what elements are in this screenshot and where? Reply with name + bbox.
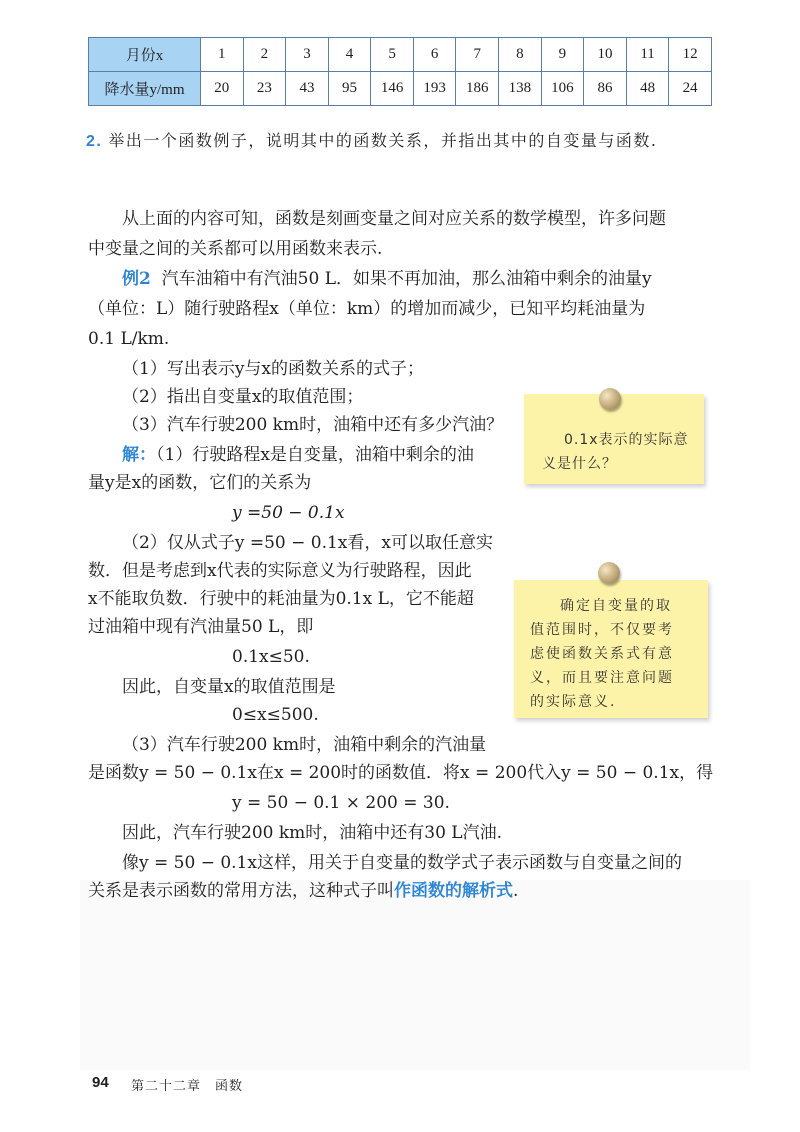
rainfall-table [88,37,712,106]
formula-2: 0.1x≤50. [232,647,310,667]
table-cell: 146 [371,72,414,106]
table-cell: 10 [584,38,627,72]
note-2-line-5: 的实际意义. [530,694,617,710]
solution-p3-line-3: 因此，汽车行驶200 km时，油箱中还有30 L汽油. [122,823,503,843]
table-cell: 186 [456,72,499,106]
table-row-rainfall [89,72,712,106]
solution-line-2: 量y是x的函数，它们的关系为 [88,473,312,493]
question-2: （2）指出自变量x的取值范围； [122,387,364,407]
table-cell: 5 [371,38,414,72]
conclusion-prefix: 关系是表示函数的常用方法，这种式子叫 [88,881,394,901]
page-shade [80,880,750,1070]
table-header-month: 月份x [89,38,201,72]
exercise-number: 2. [86,133,103,150]
table-cell: 12 [669,38,712,72]
example-line-2: （单位：L）随行驶路程x（单位：km）的增加而减少，已知平均耗油量为 [88,299,646,319]
conclusion-line-2 [88,880,518,902]
solution-p2-line-3: x不能取负数．行驶中的耗油量为0.1x L，它不能超 [88,589,474,609]
table-cell: 7 [456,38,499,72]
example-line-3: 0.1 L/km. [88,329,170,349]
note-2-line-3: 虑使函数关系式有意 [530,646,674,662]
analytic-expression-term: 作函数的解析式 [394,881,513,901]
question-3: （3）汽车行驶200 km时，油箱中还有多少汽油？ [122,415,504,435]
solution-p3-line-1: （3）汽车行驶200 km时，油箱中剩余的汽油量 [122,735,487,755]
table-cell: 95 [328,72,371,106]
table-cell: 193 [413,72,456,106]
table-cell: 43 [286,72,329,106]
solution-line-1 [122,444,474,466]
note-2-line-4: 义，而且要注意问题 [530,670,674,686]
conclusion-line-1: 像y = 50 − 0.1x这样，用关于自变量的数学式子表示函数与自变量之间的 [122,853,682,873]
table-row-months [89,38,712,72]
formula-1: y =50 − 0.1x [232,503,345,523]
pushpin-icon [598,562,620,584]
solution-p2-line-5: 因此，自变量x的取值范围是 [122,677,336,697]
exercise-text: 举出一个函数例子，说明其中的函数关系，并指出其中的自变量与函数. [108,131,658,150]
chapter-title: 第二十二章 函数 [131,1079,244,1094]
note-1-line-2: 义是什么？ [542,456,617,472]
solution-p3-line-2: 是函数y = 50 − 0.1x在x = 200时的函数值．将x = 200代入y = 50 − 0.1x，得 [88,763,714,783]
exercise-2 [86,128,657,151]
table-cell: 20 [201,72,244,106]
pushpin-icon [599,388,621,410]
question-1: （1）写出表示y与x的函数关系的式子； [122,359,425,379]
conclusion-suffix: . [513,881,519,901]
note-2-line-1: 确定自变量的取 [560,598,672,614]
table-cell: 9 [541,38,584,72]
table-cell: 138 [499,72,542,106]
table-cell: 11 [626,38,669,72]
solution-p2-line-2: 数．但是考虑到x代表的实际意义为行驶路程，因此 [88,561,472,581]
example-text-1: 汽车油箱中有汽油50 L．如果不再加油，那么油箱中剩余的油量y [161,269,652,289]
table-cell: 23 [243,72,286,106]
table-cell: 2 [243,38,286,72]
formula-3: 0≤x≤500. [232,705,319,725]
table-cell: 6 [413,38,456,72]
intro-line-1: 从上面的内容可知，函数是刻画变量之间对应关系的数学模型，许多问题 [122,209,666,229]
table-cell: 24 [669,72,712,106]
example-label: 例2 [122,269,151,289]
table-cell: 48 [626,72,669,106]
table-cell: 8 [499,38,542,72]
table-cell: 106 [541,72,584,106]
intro-line-2: 中变量之间的关系都可以用函数来表示. [88,239,383,259]
table-cell: 1 [201,38,244,72]
solution-p2-line-1: （2）仅从式子y =50 − 0.1x看，x可以取任意实 [122,533,493,553]
table-cell: 86 [584,72,627,106]
note-1-line-1: 0.1x表示的实际意 [564,432,689,448]
formula-4: y = 50 − 0.1 × 200 = 30. [232,793,450,813]
note-2-line-2: 值范围时，不仅要考 [530,622,674,638]
solution-label: 解： [122,445,156,465]
solution-p2-line-4: 过油箱中现有汽油量50 L，即 [88,617,314,637]
page-number: 94 [92,1074,109,1091]
table-cell: 3 [286,38,329,72]
solution-text-1: （1）行驶路程x是自变量，油箱中剩余的油 [156,445,474,465]
example-line-1 [122,268,652,290]
table-header-rainfall: 降水量y/mm [89,72,201,106]
table-cell: 4 [328,38,371,72]
sticky-note-2 [514,580,708,718]
